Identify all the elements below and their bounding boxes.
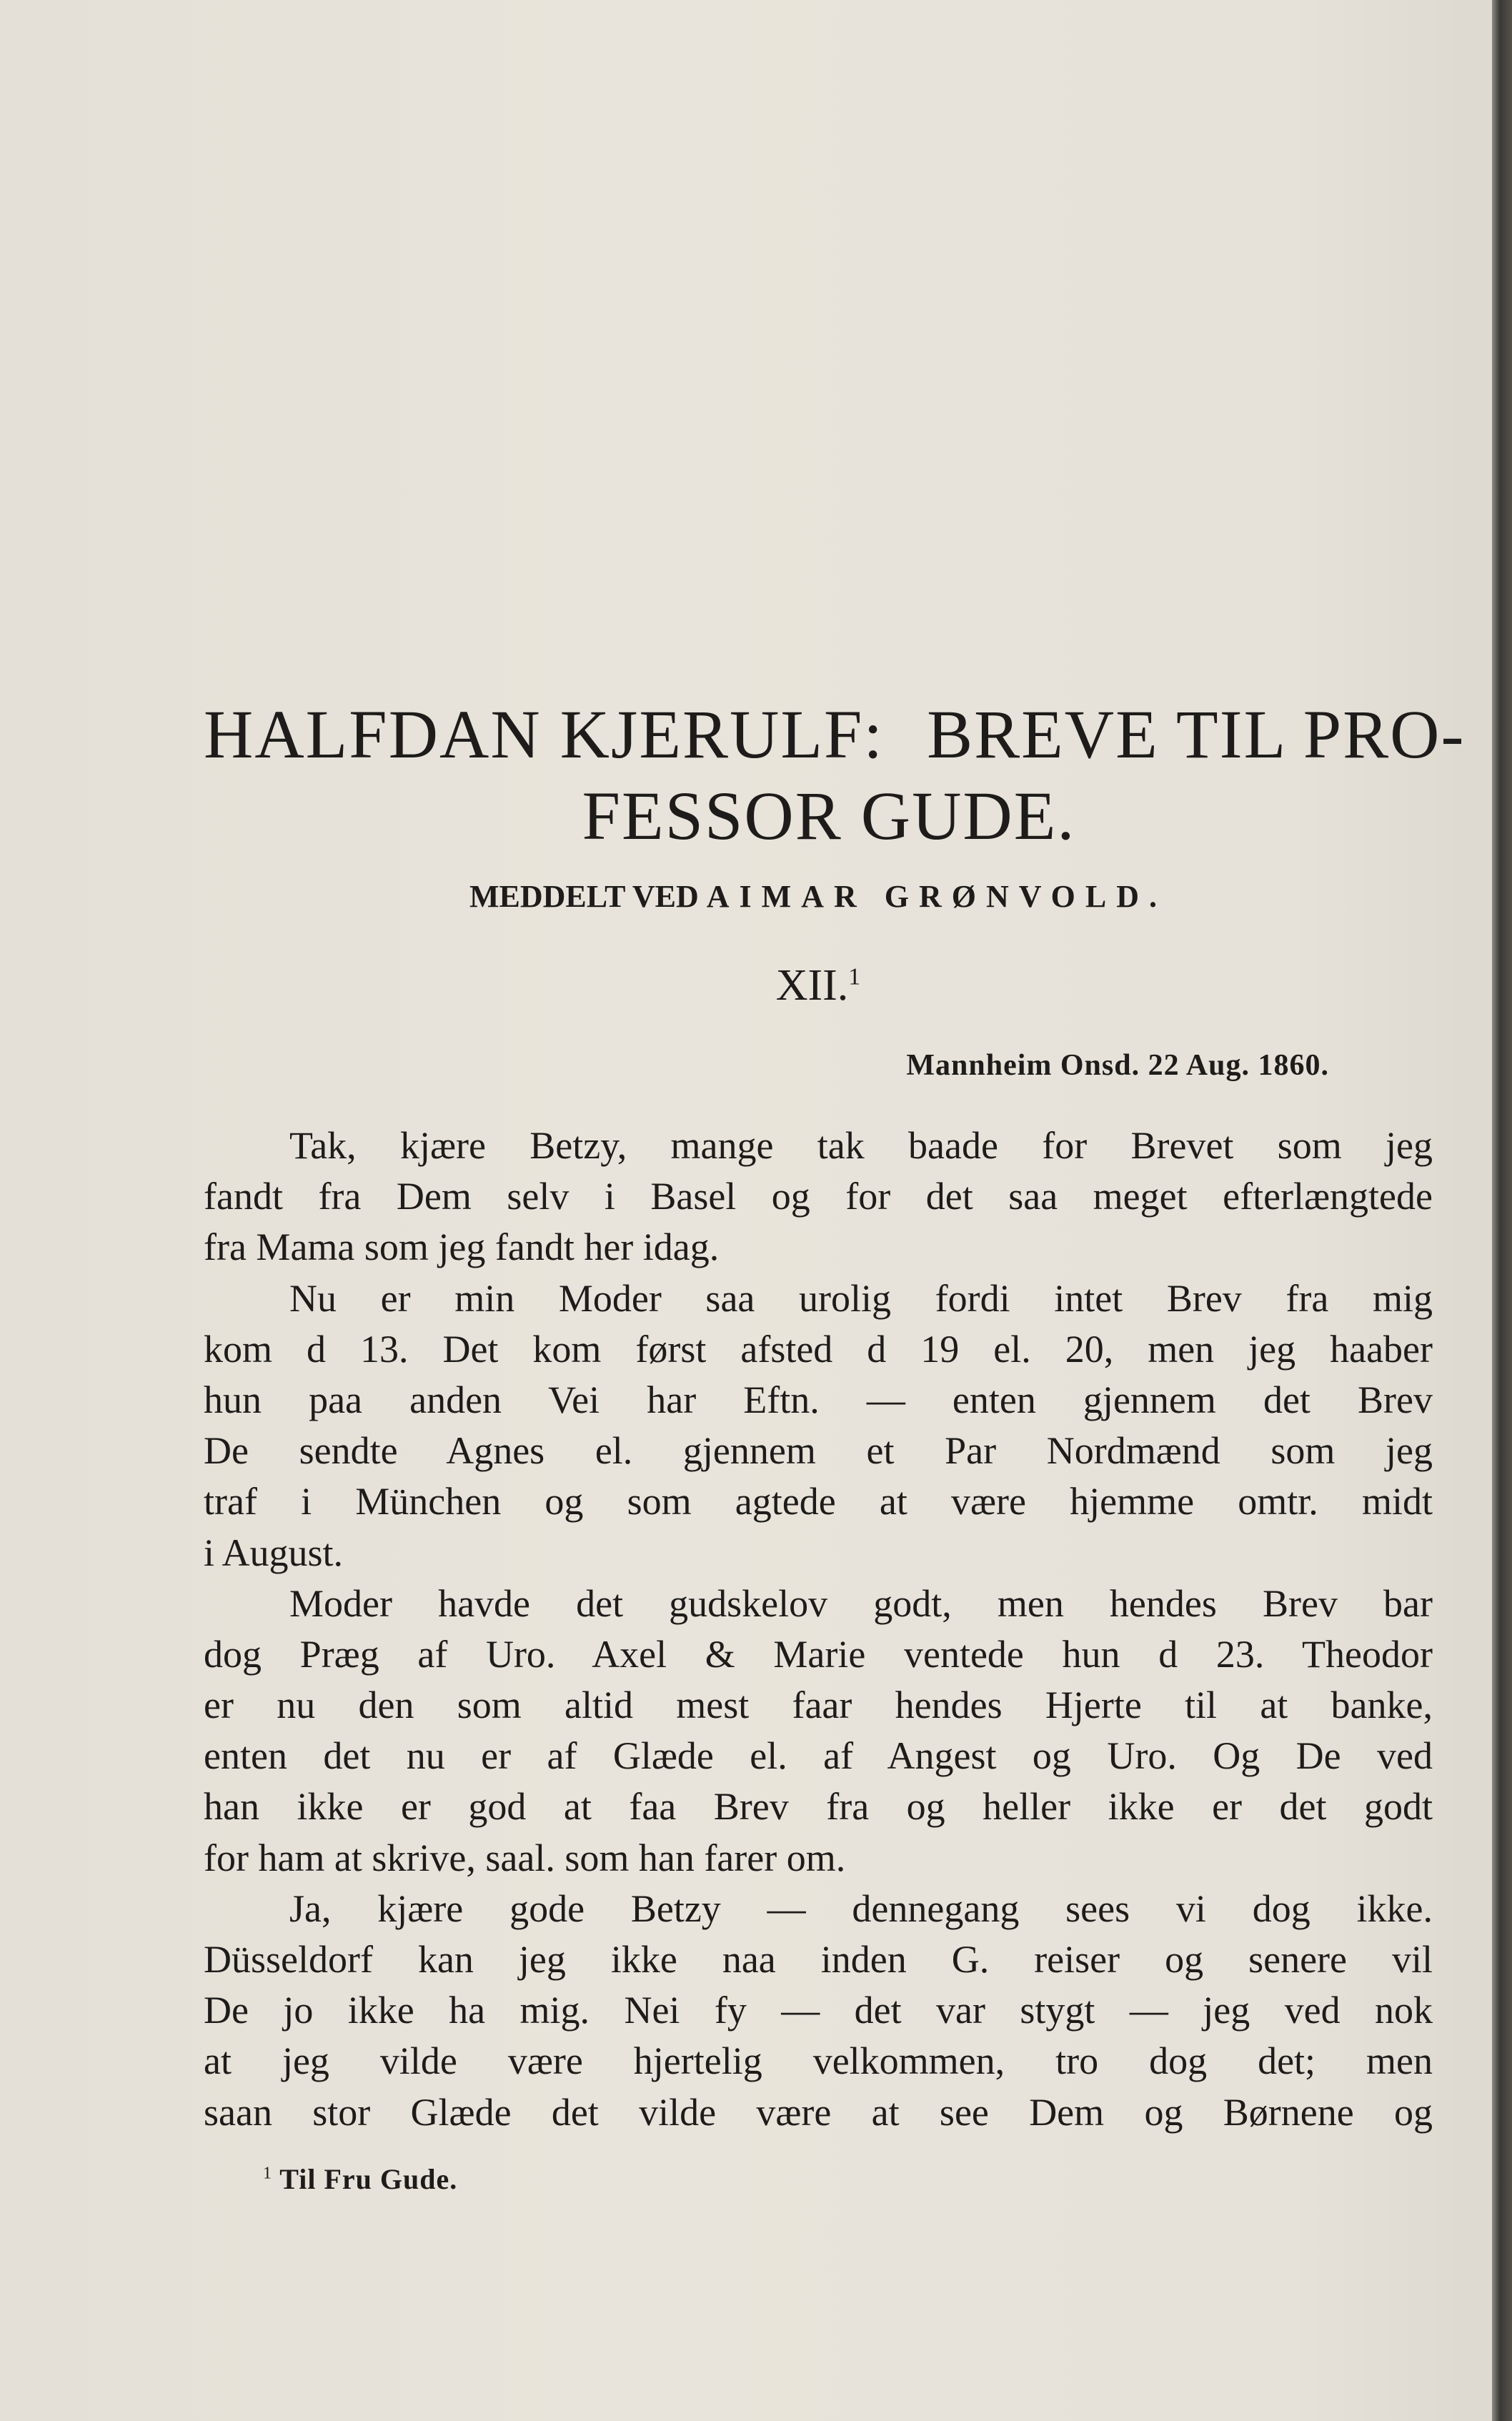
- body-line: traf i München og som agtede at være hjemme omtr. midt: [204, 1480, 1433, 1523]
- byline-editor: AIMAR GRØNVOLD.: [706, 879, 1167, 914]
- title-author: HALFDAN KJERULF:: [204, 696, 885, 772]
- body-line: kom d 13. Det kom først afsted d 19 el. 20, men jeg haaber: [204, 1327, 1433, 1371]
- body-line: at jeg vilde være hjertelig velkommen, tro dog det; men: [204, 2039, 1433, 2083]
- body-line: i August.: [204, 1531, 344, 1574]
- letter-numeral: XII.: [775, 961, 849, 1010]
- body-line: enten det nu er af Glæde el. af Angest og Uro. Og De ved: [204, 1734, 1433, 1778]
- body-line: fra Mama som jeg fandt her idag.: [204, 1226, 720, 1269]
- page-edge-shadow: [1492, 0, 1512, 2421]
- footnote: [263, 2165, 1120, 2194]
- body-line: Nu er min Moder saa urolig fordi intet Brev fra mig: [289, 1276, 1433, 1320]
- footnote-ref: 1: [263, 2164, 272, 2183]
- letter-dateline: Mannheim Onsd. 22 Aug. 1860.: [906, 1049, 1329, 1082]
- article-title-line-2: FESSOR GUDE.: [582, 777, 1076, 854]
- body-line: Ja, kjære gode Betzy — dennegang sees vi dog ikke.: [289, 1886, 1433, 1930]
- body-line: Düsseldorf kan jeg ikke naa inden G. reiser og senere vil: [204, 1938, 1433, 1981]
- footnote-marker: 1: [848, 963, 861, 990]
- body-line: han ikke er god at faa Brev fra og heller ikke er det godt: [204, 1785, 1433, 1829]
- article-title-line-1: [204, 696, 1466, 772]
- body-line: De jo ikke ha mig. Nei fy — det var stygt — jeg ved nok: [204, 1989, 1433, 2032]
- body-line: for ham at skrive, saal. som han farer om.: [204, 1836, 846, 1879]
- body-line: er nu den som altid mest faar hendes Hjerte til at banke,: [204, 1684, 1433, 1727]
- byline-prefix: MEDDELT VED: [469, 879, 699, 914]
- body-line: dog Præg af Uro. Axel & Marie ventede hun d 23. Theodor: [204, 1632, 1433, 1676]
- body-line: saan stor Glæde det vilde være at see Dem og Børnene og: [204, 2090, 1433, 2134]
- body-line: fandt fra Dem selv i Basel og for det saa meget efterlængtede: [204, 1175, 1433, 1218]
- title-subject: BREVE TIL PRO-: [927, 696, 1466, 772]
- letter-number: [204, 963, 1433, 1008]
- letter-body: [204, 1120, 1433, 2138]
- footnote-text: Til Fru Gude.: [279, 2163, 458, 2195]
- body-line: hun paa anden Vei har Eftn. — enten gjennem det Brev: [204, 1378, 1433, 1421]
- byline: [204, 881, 1433, 913]
- body-line: Moder havde det gudskelov godt, men hendes Brev bar: [289, 1581, 1433, 1625]
- body-line: Tak, kjære Betzy, mange tak baade for Brevet som jeg: [289, 1124, 1433, 1167]
- body-line: De sendte Agnes el. gjennem et Par Nordmænd som jeg: [204, 1429, 1433, 1473]
